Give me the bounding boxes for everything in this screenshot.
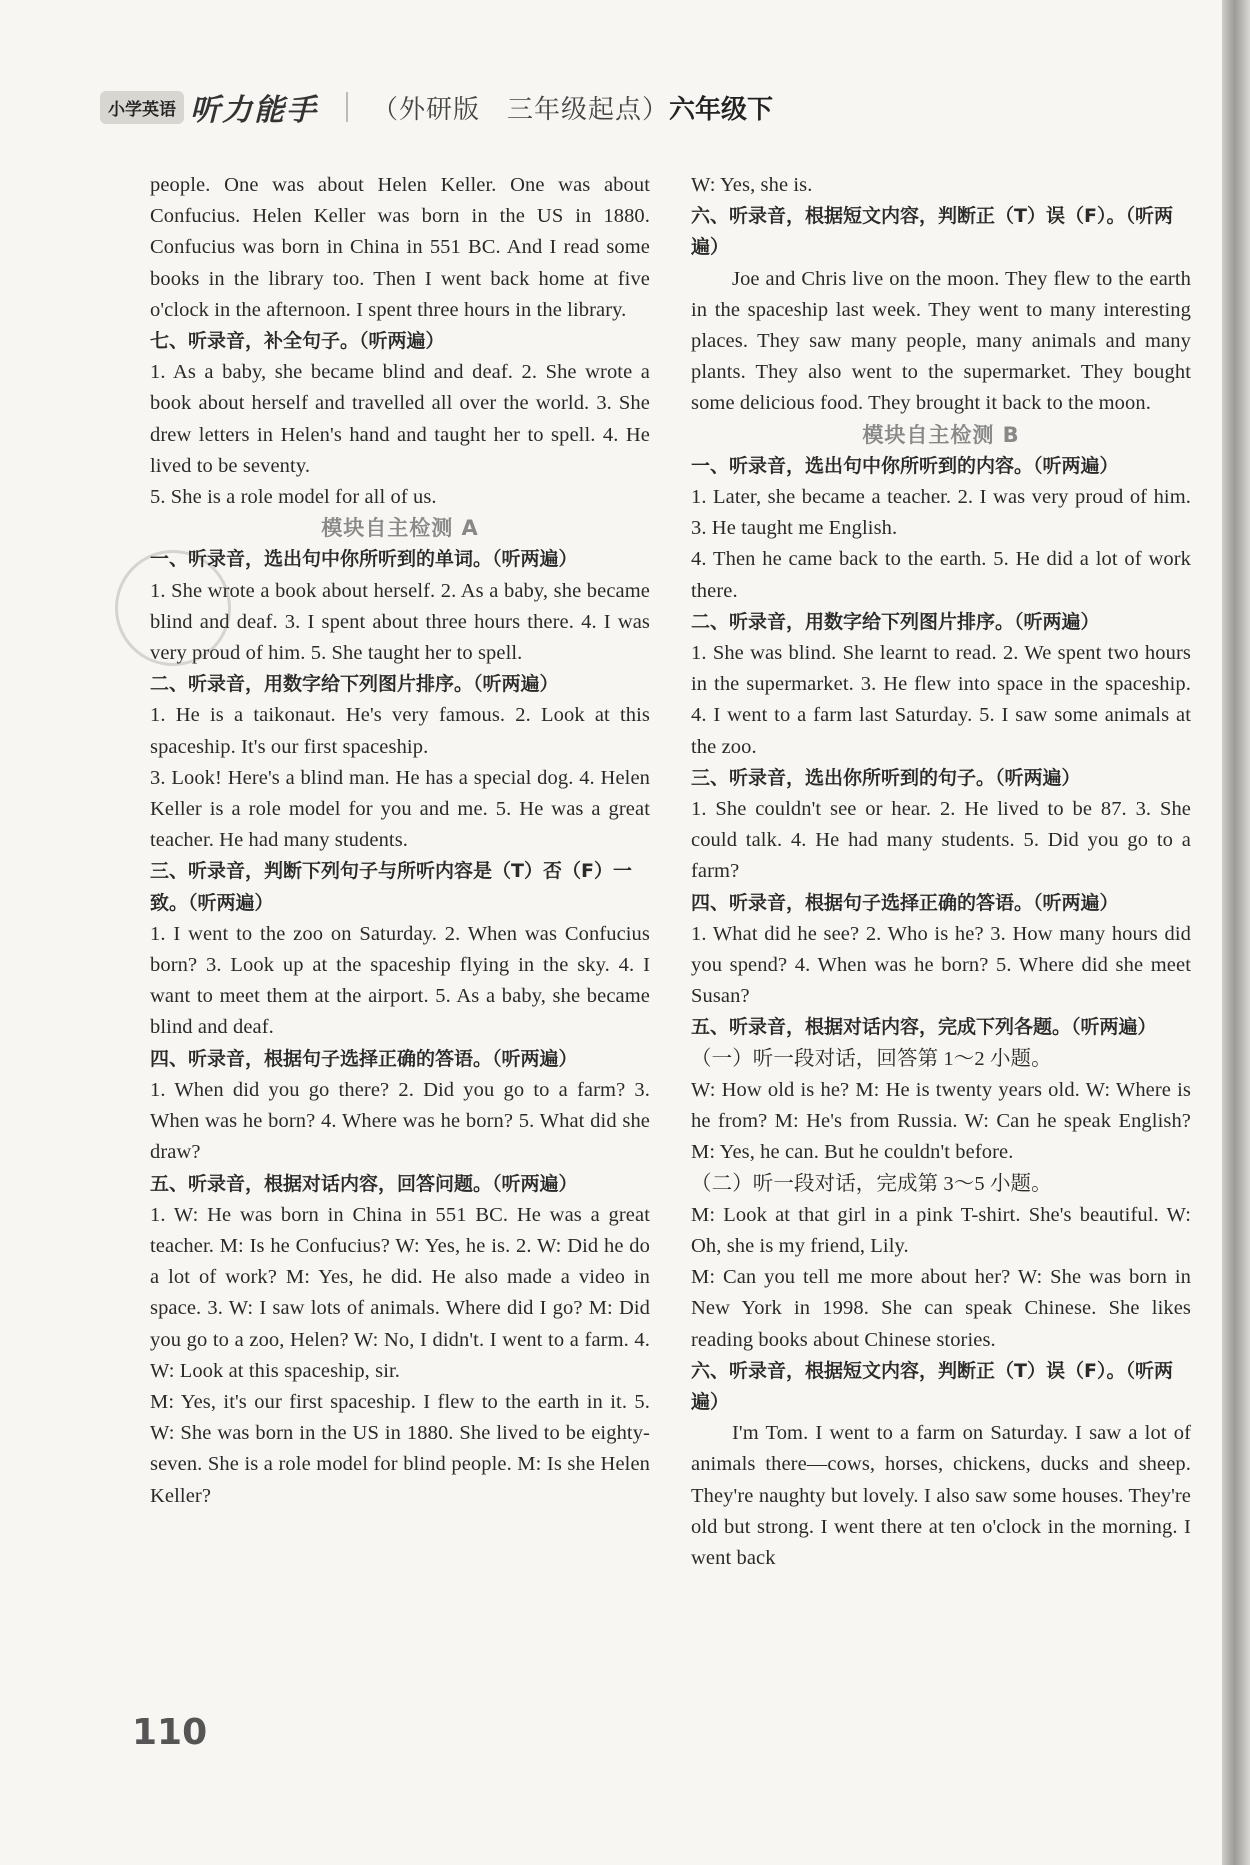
transcript-paragraph: 1. Later, she became a teacher. 2. I was very proud of him. 3. He taught me English. <box>691 486 1191 540</box>
transcript-paragraph: M: Can you tell me more about her? W: She was born in New York in 1998. She can speak Chinese. She likes reading books about Chinese stories. <box>691 1266 1191 1351</box>
transcript-paragraph: 1. She couldn't see or hear. 2. He lived to be 87. 3. She could talk. 4. He had many students. 5. Did you go to a farm? <box>691 798 1191 883</box>
transcript-paragraph: 1. He is a taikonaut. He's very famous. 2. Look at this spaceship. It's our first spaceship. <box>150 704 650 758</box>
passage-paragraph: Joe and Chris live on the moon. They flew to the earth in the spaceship last week. They went to many interesting places. They saw many people, many animals and many plants. They also went to the supermarket. They bought some delicious food. They brought it back to the moon. <box>691 267 1191 415</box>
transcript-paragraph: W: How old is he? M: He is twenty years old. W: Where is he from? M: He's from Russia. W: Can he speak English? M: Yes, he can. But he couldn't before. <box>691 1078 1191 1164</box>
transcript-paragraph: 3. Look! Here's a blind man. He has a special dog. 4. Helen Keller is a role model for you and me. 5. He was a great teacher. He had many students. <box>150 766 650 852</box>
section-heading: 一、听录音，选出句中你所听到的内容。（听两遍） <box>691 454 1119 477</box>
section-heading: 七、听录音，补全句子。（听两遍） <box>150 330 445 353</box>
transcript-paragraph: 1. She was blind. She learnt to read. 2. We spent two hours in the supermarket. 3. He flew into space in the spaceship. 4. I went to a farm last Saturday. 5. I saw some animals at the zoo. <box>691 642 1191 758</box>
section-heading: 四、听录音，根据句子选择正确的答语。（听两遍） <box>691 891 1119 914</box>
section-heading: 一、听录音，选出句中你所听到的单词。（听两遍） <box>150 548 578 571</box>
section-heading: 五、听录音，根据对话内容，回答问题。（听两遍） <box>150 1172 578 1195</box>
section-heading: 三、听录音，选出你所听到的句子。（听两遍） <box>691 766 1081 789</box>
passage-paragraph: I'm Tom. I went to a farm on Saturday. I saw a lot of animals there—cows, horses, chickens, ducks and sheep. They're naughty but lovely. I also saw some houses. They're old but strong. I went there at ten o'clock in the morning. I went back <box>691 1422 1191 1569</box>
section-heading: 六、听录音，根据短文内容，判断正（T）误（F）。（听两遍） <box>691 1359 1173 1413</box>
transcript-paragraph: M: Yes, it's our first spaceship. I flew to the earth in it. 5. W: She was born in the US in 1880. She lived to be eighty-seven. She is a role model for blind people. M: Is she Helen Keller? <box>150 1390 650 1507</box>
page-edge-shadow <box>1222 0 1250 1865</box>
test-title: 模块自主检测 A <box>321 516 479 541</box>
running-header <box>100 82 860 132</box>
page-number: 110 <box>132 1712 208 1753</box>
left-column <box>150 170 650 1512</box>
section-heading: 二、听录音，用数字给下列图片排序。（听两遍） <box>691 610 1100 633</box>
test-title: 模块自主检测 B <box>862 422 1020 447</box>
transcript-paragraph: 1. She wrote a book about herself. 2. As a baby, she became blind and deaf. 3. I spent about three hours there. 4. I was very proud of him. 5. She taught her to spell. <box>150 579 650 665</box>
transcript-paragraph: 1. W: He was born in China in 551 BC. He was a great teacher. M: Is he Confucius? W: Yes, he is. 2. W: Did he do a lot of work? M: Yes, he did. He also made a video in space. 3. W: I saw lots of animals. Where did I go? M: Did you go to a zoo, Helen? W: No, I didn't. I went to a farm. 4. W: Look at this spaceship, sir. <box>150 1203 650 1382</box>
section-heading: 四、听录音，根据句子选择正确的答语。（听两遍） <box>150 1047 578 1070</box>
transcript-paragraph: M: Look at that girl in a pink T-shirt. She's beautiful. W: Oh, she is my friend, Lily. <box>691 1203 1191 1257</box>
series-label: 小学英语 <box>100 91 184 124</box>
transcript-paragraph: 1. When did you go there? 2. Did you go to a farm? 3. When was he born? 4. Where was he born? 5. What did she draw? <box>150 1078 650 1164</box>
section-heading: 六、听录音，根据短文内容，判断正（T）误（F）。（听两遍） <box>691 205 1173 259</box>
section-heading: 五、听录音，根据对话内容，完成下列各题。（听两遍） <box>691 1016 1157 1039</box>
transcript-paragraph: （一）听一段对话，回答第 1～2 小题。 <box>691 1047 1052 1070</box>
transcript-paragraph: W: Yes, she is. <box>691 174 813 196</box>
header-divider <box>346 92 348 122</box>
section-heading: 三、听录音，判断下列句子与所听内容是（T）否（F）一致。（听两遍） <box>150 860 632 914</box>
transcript-paragraph: 5. She is a role model for all of us. <box>150 486 437 509</box>
transcript-paragraph: 4. Then he came back to the earth. 5. He did a lot of work there. <box>691 548 1191 602</box>
right-column <box>691 170 1191 1574</box>
grade-label: 六年级下 <box>669 94 774 125</box>
transcript-paragraph: 1. I went to the zoo on Saturday. 2. When was Confucius born? 3. Look up at the spaceship flying in the sky. 4. I want to meet them at the airport. 5. As a baby, she became blind and deaf. <box>150 922 650 1039</box>
transcript-paragraph: 1. What did he see? 2. Who is he? 3. How many hours did you spend? 4. When was he born? 5. Where did she meet Susan? <box>691 922 1191 1008</box>
edition-label: （外研版 三年级起点） <box>372 94 670 125</box>
transcript-paragraph: 1. As a baby, she became blind and deaf. 2. She wrote a book about herself and travelled all over the world. 3. She drew letters in Helen's hand and taught her to spell. 4. He lived to be seventy. <box>150 361 650 477</box>
transcript-paragraph: people. One was about Helen Keller. One was about Confucius. Helen Keller was born in the US in 1880. Confucius was born in China in 551 BC. And I read some books in the library too. Then I went back home at five o'clock in the afternoon. I spent three hours in the library. <box>150 174 650 321</box>
transcript-paragraph: （二）听一段对话，完成第 3～5 小题。 <box>691 1172 1052 1195</box>
brand-logo: 听力能手 <box>190 93 318 128</box>
section-heading: 二、听录音，用数字给下列图片排序。（听两遍） <box>150 673 559 696</box>
